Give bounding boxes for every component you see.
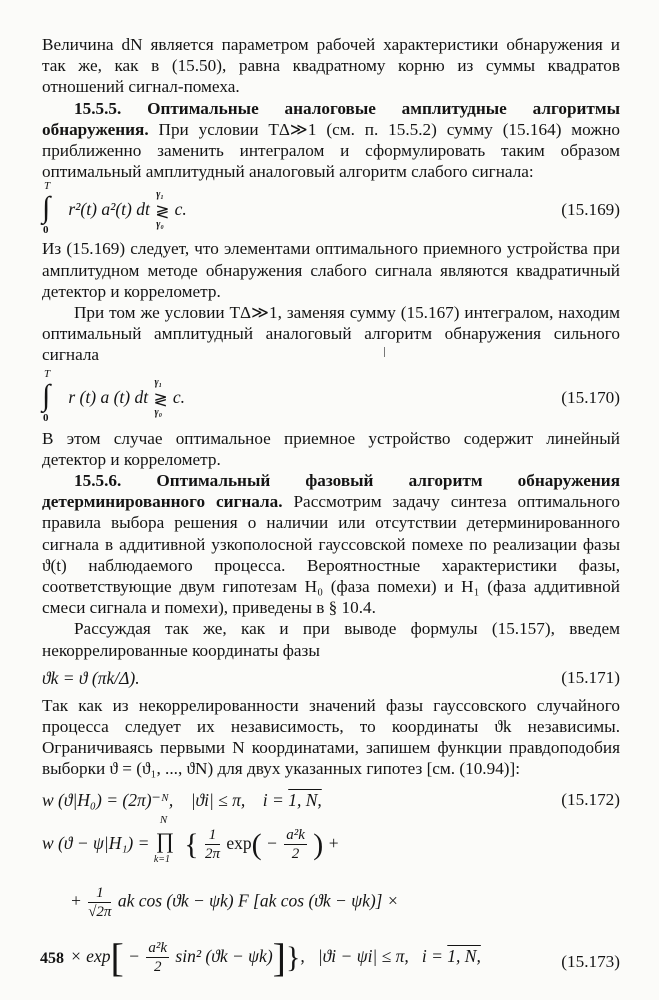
- section-text: Рассмотрим задачу синтеза оптимального правила выбора решения о наличии или отсутствии детерминированного сигнала в аддитивной узкополосной гауссовской помехе по реализации фазы ϑ(t) наблюдаемого процесса. Вероятностные характеристики фазы, соответствующие двум гипотезам H₀ (фаза помехи) и H₁ (фаза аддитивной смеси сигнала и помехи), приведены в § 10.4.: [42, 492, 620, 618]
- decision-rule: γ₁ ≷ γ₀: [155, 189, 170, 231]
- paragraph-3: При том же условии TΔ≫1, заменяя сумму (15.167) интегралом, находим оптимальный амплитудный аналоговый алгоритм обнаружения сильного сигнала: [42, 303, 620, 365]
- index-range: 1, N,: [288, 789, 322, 810]
- paragraph-4: В этом случае оптимальное приемное устройство содержит линейный детектор и коррелометр.: [42, 428, 620, 469]
- section-heading: 15.5.6. Оптимальный фазовый алгоритм обнаружения детерминированного сигнала.: [42, 471, 620, 512]
- equation-number: (15.172): [561, 789, 620, 809]
- integral-sign: T ∫ 0: [42, 180, 51, 237]
- index-label: i =: [421, 945, 448, 966]
- equation-15-173: [42, 813, 620, 996]
- formula-condition: |ϑi| ≤ π,: [190, 789, 246, 810]
- fraction: $\frac{1}{2\pi}$: [204, 827, 220, 863]
- paragraph-6: Так как из некоррелированности значений фазы гауссовского случайного процесса следует их независимость, то координаты ϑk независимы. Ограничиваясь первыми N координатами, запишем функции правдоподобия выборки ϑ = (ϑ₁, ..., ϑN) для двух указанных гипотез [см. (10.94)]:: [42, 695, 620, 779]
- page-body: [42, 34, 620, 996]
- paragraph-1: Величина dN является параметром рабочей характеристики обнаружения и так же, как в (15.50), равна квадратному корню из суммы квадратов отношений сигнал-помеха.: [42, 35, 620, 97]
- equation-number: (15.171): [561, 667, 620, 687]
- equation-15-172: [42, 784, 620, 818]
- fraction: $\frac{\text{a²k}}{2}$: [148, 940, 168, 976]
- paragraph-2: Из (15.169) следует, что элементами оптимального приемного устройства при амплитудном методе обнаружения слабого сигнала являются квадратичный детектор и коррелометр.: [42, 239, 620, 301]
- formula-line-2: + $\frac{1}{√2\pi}$ ak cos (ϑk − ψk) F [ak cos (ϑk − ψk)] ×: [70, 884, 399, 920]
- formula-condition: |ϑi − ψi| ≤ π,: [317, 945, 409, 966]
- integrand: r (t) a (t) dt: [68, 386, 149, 407]
- margin-mark: [384, 347, 385, 357]
- page-number: 458: [40, 950, 64, 967]
- equation-15-170: [42, 367, 620, 428]
- index-range: 1, N,: [447, 945, 481, 966]
- product-sign: N ∏ k=1: [153, 813, 174, 865]
- threshold: c.: [172, 386, 185, 407]
- equation-15-171: [42, 661, 620, 695]
- formula-lhs: w (ϑ|H₀) = (2π)⁻ᴺ,: [42, 789, 174, 810]
- formula-line-1: w (ϑ − ψ|H₁) = N ∏ k=1 { $\frac{1}{2\pi}$ exp( − $\frac{\text{a²k}}{2}$ ) +: [42, 820, 339, 870]
- equation-number: (15.170): [561, 387, 620, 407]
- section-15-5-6: [42, 470, 620, 618]
- section-15-5-5: [42, 98, 620, 183]
- paragraph-5: Рассуждая так же, как и при выводе формулы (15.157), введем некоррелированные координаты фазы: [42, 619, 620, 660]
- equation-number: (15.173): [561, 951, 620, 971]
- formula-line-3: × exp[ − $\frac{\text{a²k}}{2}$ sin² (ϑk − ψk)]}, |ϑi − ψi| ≤ π, i = 1, N,: [70, 934, 481, 980]
- fraction: $\frac{1}{√2\pi}$: [88, 884, 112, 920]
- equation-number: (15.169): [561, 200, 620, 220]
- equation-15-169: [42, 180, 620, 238]
- integral-sign: T ∫ 0: [42, 367, 51, 424]
- decision-rule: γ₁ ≷ γ₀: [153, 376, 168, 418]
- section-text: При условии TΔ≫1 (см. п. 15.5.2) сумму (15.164) можно приближенно заменить интегралом и сформулировать таким образом оптимальный амплитудный аналоговый алгоритм слабого сигнала:: [42, 119, 621, 182]
- formula-body: ϑk = ϑ (πk/Δ).: [42, 667, 140, 688]
- integrand: r²(t) a²(t) dt: [68, 199, 150, 220]
- index-label: i =: [262, 789, 289, 810]
- threshold: c.: [174, 199, 187, 220]
- fraction: $\frac{\text{a²k}}{2}$: [286, 827, 305, 863]
- section-heading: 15.5.5. Оптимальные аналоговые амплитудные алгоритмы обнаружения.: [42, 98, 620, 139]
